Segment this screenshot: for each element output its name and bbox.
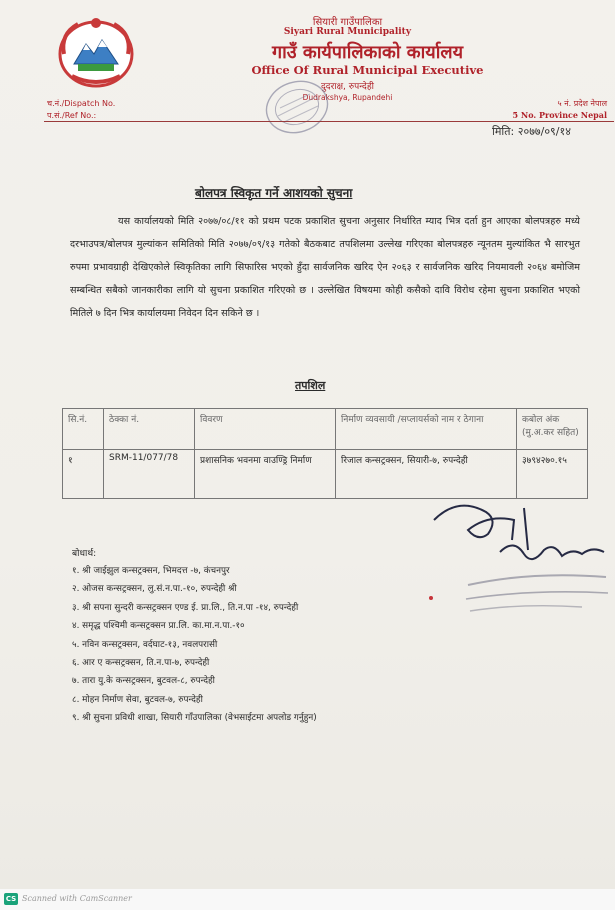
- dispatch-label: च.नं./Dispatch No.: [47, 99, 116, 108]
- office-title-en: Office Of Rural Municipal Executive: [251, 63, 484, 77]
- header-divider: [44, 121, 614, 122]
- notice-subject: बोलपत्र स्विकृत गर्ने आशयको सुचना: [195, 186, 353, 200]
- scanner-footer: [0, 889, 615, 910]
- cell-contract-no: SRM-11/077/78: [104, 450, 195, 499]
- list-item: ५. नविन कन्सट्रक्सन, वर्दघाट-१३, नवलपरासी: [72, 639, 218, 650]
- cell-contractor: रिजाल कन्सट्रक्सन, सियारी-७, रुपन्देही: [336, 450, 517, 499]
- details-table: [62, 408, 588, 499]
- table-header-row: [63, 409, 588, 450]
- list-item: ८. मोहन निर्माण सेवा, बुटवल-७, रुपन्देही: [72, 694, 203, 705]
- list-item: ४. समृद्ध पश्चिमी कन्सट्रक्सन प्रा.लि. का.मा.न.पा.-१०: [72, 621, 245, 632]
- office-address-en: Dudrakshya, Rupandehi: [302, 93, 393, 102]
- list-item: ३. श्री सपना सुन्दरी कन्सट्रक्सन एण्ड ई. प्रा.लि., ति.न.पा -१४, रुपन्देही: [72, 602, 299, 613]
- scanner-watermark-text: Scanned with CamScanner: [22, 894, 132, 903]
- list-item: २. ओजस कन्सट्रक्सन, लु.सं.न.पा.-१०, रुपन्देही श्री: [72, 584, 237, 595]
- list-item: ९. श्री सुचना प्रविधी शाखा, सियारी गाँउपालिका (वेभसाईटमा अपलोड गर्नुहुन): [72, 713, 317, 724]
- office-name-en: Siyari Rural Municipality: [283, 27, 412, 37]
- list-item: ६. आर ए कन्सट्रक्सन, ति.न.पा-७, रुपन्देही: [72, 658, 210, 669]
- col-header-contractor: निर्माण व्यवसायी /सप्लायर्सको नाम र ठेगाना: [336, 409, 517, 450]
- office-address-np: दुदराक्ष, रुपन्देही: [321, 82, 374, 92]
- office-name-np: सियारी गाउँपालिका: [312, 17, 383, 28]
- notice-body: यस कार्यालयको मिति २०७७/०८/११ को प्रथम पटक प्रकाशित सुचना अनुसार निर्धारित म्याद भित्र दर्ता हुन आएका बोलपत्रहरु मध्ये दरभाउपत्र/बोलपत्र मुल्यांकन समितिको मिति २०७७/०९/१३ गतेको बैठकबाट तपशिलमा उल्लेख गरिएका बोलपत्रहरु न्यूनतम मुल्यांकित भै सारभुत रुपमा प्रभावग्राही देखिएकोले स्विकृतिका लागि सिफारिस भएकाे हुँदा सार्वजनिक खरिद ऐन २०६३ र सार्वजनिक खरिद नियमावली २०६४ बमोजिम सम्बन्धित सबैको जानकारीका लागि यो सुचना प्रकाशित गरिएको छ । उल्लेखित विषयमा कोही कसैको दावि विरोध रहेमा सुचना प्रकाशित भएको मितिले ७ दिन भित्र कार्यालयमा निवेदन दिन सकिने छ ।: [70, 216, 580, 319]
- list-item: ७. तारा यु.के कन्सट्रक्सन, बुटवल-८, रुपन्देही: [72, 676, 215, 687]
- cell-sn: १: [63, 450, 104, 499]
- cell-bid-amount: ३७९४२७०.१५: [517, 450, 588, 499]
- red-mark-dot: [429, 596, 433, 600]
- col-header-bid-amount: कबोल अंक (मु.अ.कर सहित): [517, 409, 588, 450]
- cell-description: प्रशासनिक भवनमा वाउण्ड्रि निर्माण: [195, 450, 336, 499]
- province-np: ५ नं. प्रदेश नेपाल: [557, 99, 607, 108]
- list-item: १. श्री जाईझुल कन्सट्रक्सन, भिमदत्त -७, कंचनपुर: [72, 566, 230, 576]
- office-seal-stamp: [262, 78, 332, 136]
- bodarth-list: [72, 562, 317, 728]
- province-en: 5 No. Province Nepal: [512, 110, 607, 120]
- bodarth-label: बोधार्थ:: [72, 549, 97, 559]
- col-header-sn: सि.नं.: [63, 409, 104, 450]
- officer-name-stamp: [462, 565, 612, 617]
- ref-label: प.सं./Ref No.:: [47, 111, 97, 120]
- camscanner-icon: CS: [5, 895, 17, 903]
- table-caption: तपशिल: [295, 379, 326, 392]
- col-header-contract-no: ठेक्का नं.: [104, 409, 195, 450]
- col-header-description: विवरण: [195, 409, 336, 450]
- office-title-np: गाउँ कार्यपालिकाको कार्यालय: [271, 42, 464, 63]
- letter-date: मिति: २०७७/०९/१४: [492, 125, 571, 138]
